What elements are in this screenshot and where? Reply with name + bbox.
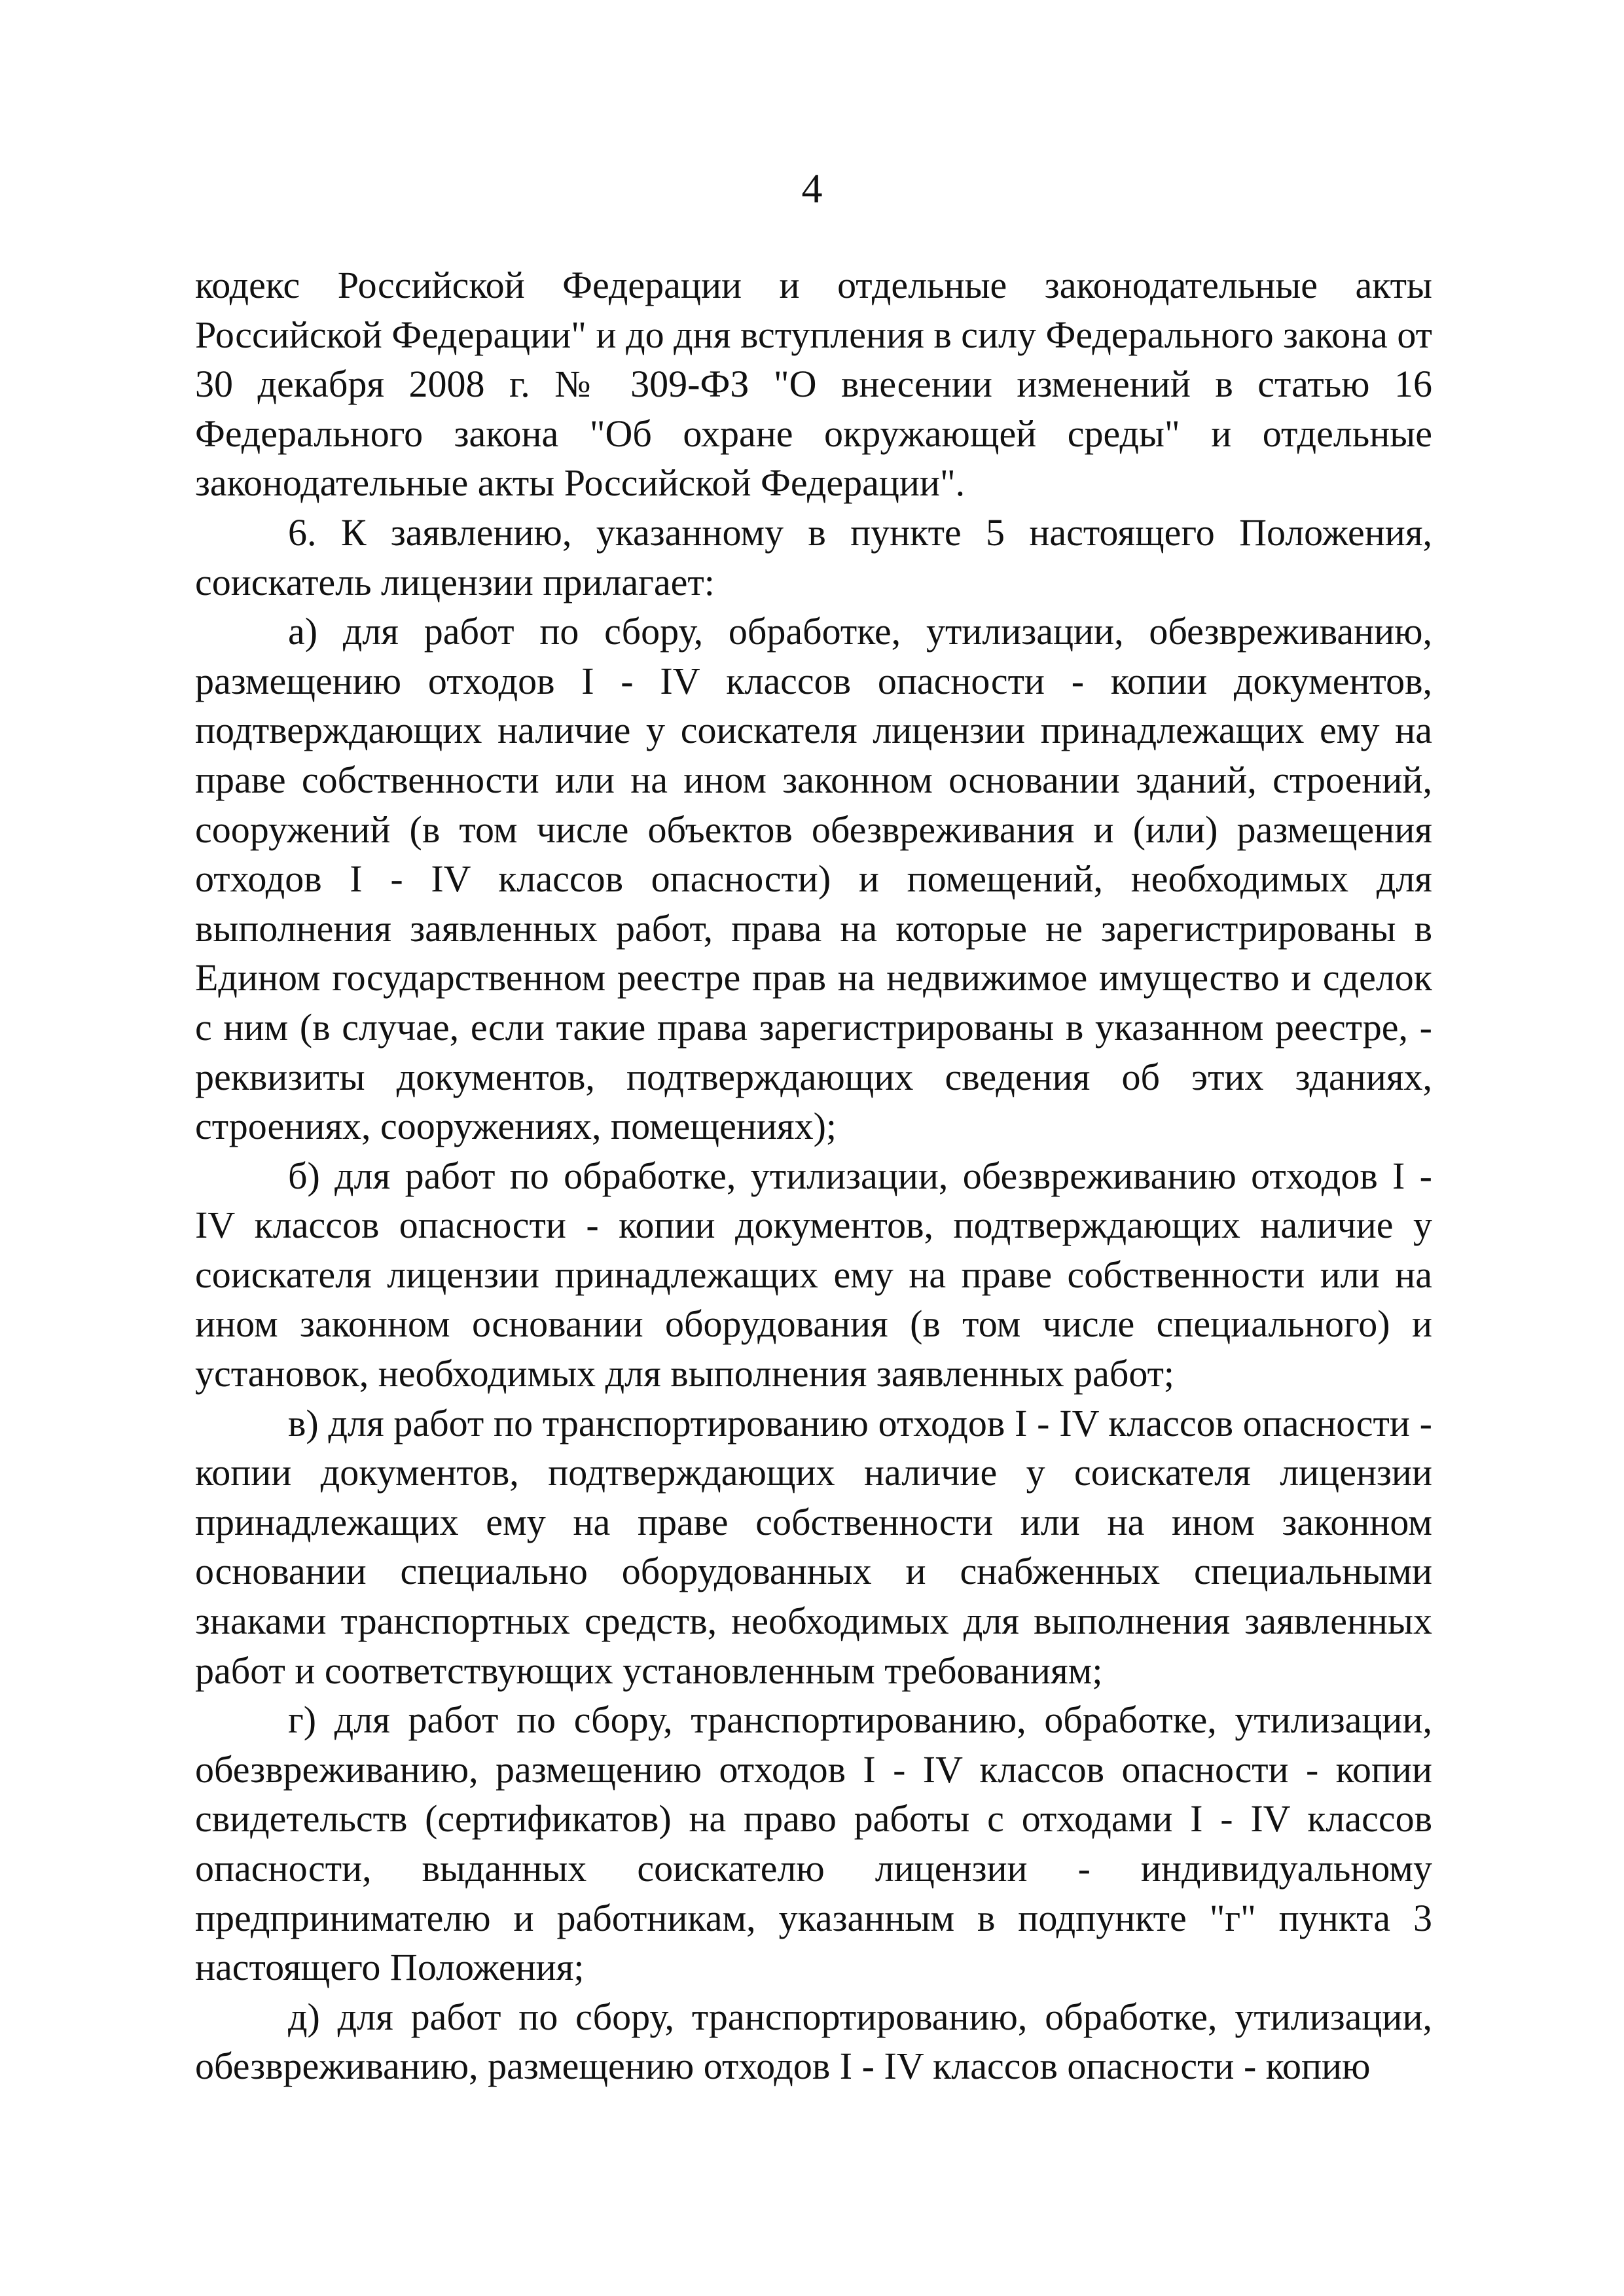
paragraph-subitem-v: в) для работ по транспортированию отходов I - IV классов опасности - копии документов, подтверждающих наличие у соискателя лицензии принадлежащих ему на праве собственности или на ином законном основании специально оборудованных и снабженных специальными знаками транспортных средств, необходимых для выполнения заявленных работ и соответствующих установленным требованиям;	[195, 1401, 1432, 1692]
paragraph-subitem-d: д) для работ по сбору, транспортированию, обработке, утилизации, обезвреживанию, размещению отходов I - IV классов опасности - копию	[195, 1995, 1432, 2088]
page-number: 4	[801, 165, 823, 211]
body-text	[195, 260, 1432, 2091]
paragraph-subitem-b: б) для работ по обработке, утилизации, обезвреживанию отходов I - IV классов опасности - копии документов, подтверждающих наличие у соискателя лицензии принадлежащих ему на праве собственности или на ином законном основании оборудования (в том числе специального) и установок, необходимых для выполнения заявленных работ;	[195, 1154, 1432, 1395]
paragraph-subitem-g: г) для работ по сбору, транспортированию, обработке, утилизации, обезвреживанию, размещению отходов I - IV классов опасности - копии свидетельств (сертификатов) на право работы с отходами I - IV классов опасности, выданных соискателю лицензии - индивидуальному предпринимателю и работникам, указанным в подпункте "г" пункта 3 настоящего Положения;	[195, 1698, 1432, 1989]
paragraph-item-6: 6. К заявлению, указанному в пункте 5 настоящего Положения, соискатель лицензии прилагает:	[195, 511, 1432, 603]
paragraph-subitem-a: а) для работ по сбору, обработке, утилизации, обезвреживанию, размещению отходов I - IV классов опасности - копии документов, подтверждающих наличие у соискателя лицензии принадлежащих ему на праве собственности или на ином законном основании зданий, строений, сооружений (в том числе объектов обезвреживания и (или) размещения отходов I - IV классов опасности) и помещений, необходимых для выполнения заявленных работ, права на которые не зарегистрированы в Едином государственном реестре прав на недвижимое имущество и сделок с ним (в случае, если такие права зарегистрированы в указанном реестре, - реквизиты документов, подтверждающих сведения об этих зданиях, строениях, сооружениях, помещениях);	[195, 610, 1432, 1148]
paragraph-continuation: кодекс Российской Федерации и отдельные законодательные акты Российской Федерации" и до дня вступления в силу Федерального закона от 30 декабря 2008 г. № 309-ФЗ "О внесении изменений в статью 16 Федерального закона "Об охране окружающей среды" и отдельные законодательные акты Российской Федерации".	[195, 264, 1432, 505]
